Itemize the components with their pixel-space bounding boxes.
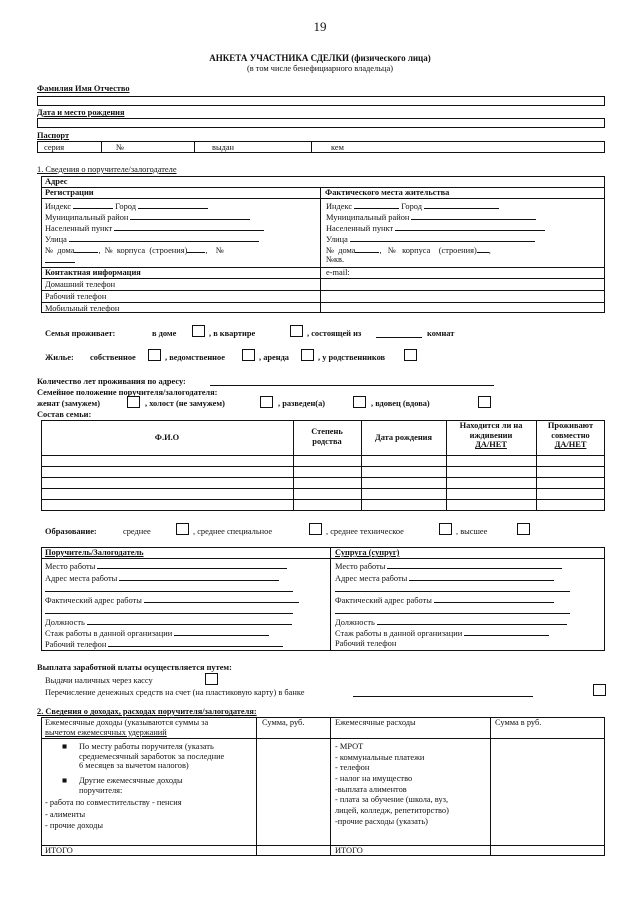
emp-tenure[interactable]: Стаж работы в данной организации — [45, 628, 269, 639]
family-flat-checkbox[interactable] — [290, 325, 303, 337]
passport-label: Паспорт — [37, 131, 70, 140]
birth-label: Дата и место рождения — [37, 108, 125, 117]
expense-sum-header: Сумма в руб. — [495, 718, 542, 727]
emp-workplace[interactable]: Место работы — [45, 561, 287, 572]
edu-secondary-checkbox[interactable] — [176, 523, 189, 535]
marital-married-checkbox[interactable] — [127, 396, 140, 408]
address-header: Адрес — [45, 177, 68, 186]
employment-right-header: Супруга (супруг) — [335, 548, 400, 557]
marital-divorced-label: , разведен(а) — [278, 399, 326, 408]
marital-single-label: , холост (не замужем) — [145, 399, 225, 408]
work-phone-label: Рабочий телефон — [45, 292, 107, 301]
income-header-line2: вычетом ежемесячных удержаний — [45, 728, 167, 737]
spouse-work-phone: Рабочий телефон — [335, 639, 397, 648]
reg-locality-row[interactable]: Населенный пункт — [45, 223, 264, 234]
fact-index-row[interactable]: Индекс Город — [326, 201, 499, 212]
mobile-phone-label: Мобильный телефон — [45, 304, 120, 313]
salary-bank-field[interactable] — [353, 696, 533, 697]
marital-widow-label: , вдовец (вдова) — [371, 399, 430, 408]
housing-label: Жилье: — [45, 353, 74, 362]
passport-by-label: кем — [331, 143, 344, 152]
edu-technical-checkbox[interactable] — [439, 523, 452, 535]
income-header-line1: Ежемесячные доходы (указываются суммы за — [45, 718, 209, 727]
housing-dept-label: , ведомственное — [165, 353, 225, 362]
fact-header: Фактического места жительства — [325, 188, 450, 197]
reg-apt-row[interactable] — [45, 255, 75, 266]
marital-widow-checkbox[interactable] — [478, 396, 491, 408]
housing-dept-checkbox[interactable] — [242, 349, 255, 361]
edu-special-label: , среднее специальное — [193, 527, 273, 536]
spouse-work-address[interactable]: Адрес места работы — [335, 573, 554, 584]
spouse-position[interactable]: Должность — [335, 617, 567, 628]
contact-header: Контактная информация — [45, 268, 141, 277]
family-col-birthdate: Дата рождения — [374, 433, 433, 442]
family-house-checkbox[interactable] — [192, 325, 205, 337]
page-title: АНКЕТА УЧАСТНИКА СДЕЛКИ (физического лица) — [209, 53, 431, 63]
bullet-icon: ■ — [62, 776, 68, 785]
housing-relatives-label: , у родственников — [318, 353, 386, 362]
employment-left-header: Поручитель/Залогодатель — [45, 548, 144, 557]
marital-label: Семейное положение поручителя/залогодателя: — [37, 388, 218, 397]
years-field[interactable] — [210, 385, 494, 386]
family-house-label: в доме — [152, 329, 177, 338]
spouse-tenure[interactable]: Стаж работы в данной организации — [335, 628, 549, 639]
income-sum-header: Сумма, руб. — [262, 718, 305, 727]
reg-district-row[interactable]: Муниципальный район — [45, 212, 250, 223]
emp-work-phone[interactable]: Рабочий телефон — [45, 639, 283, 650]
family-col-fio: Ф.И.О — [154, 433, 180, 442]
spouse-actual-address[interactable]: Фактический адрес работы — [335, 595, 554, 606]
passport-issued-label: выдан — [212, 143, 235, 152]
edu-higher-checkbox[interactable] — [517, 523, 530, 535]
edu-technical-label: , среднее техническое — [326, 527, 404, 536]
family-lives-label: Семья проживает: — [45, 329, 116, 338]
bullet-icon: ■ — [62, 742, 68, 751]
reg-index-row[interactable]: Индекс Город — [45, 201, 208, 212]
family-col-dependent: Находится ли на иждивении ДА/НЕТ — [459, 421, 523, 450]
passport-number-label: № — [116, 143, 124, 152]
reg-street-row[interactable]: Улица — [45, 234, 259, 245]
fact-apt-row[interactable]: №кв. — [326, 255, 345, 264]
page-number: 19 — [313, 19, 327, 34]
salary-cash-checkbox[interactable] — [205, 673, 218, 685]
edu-secondary-label: среднее — [123, 527, 151, 536]
housing-own-checkbox[interactable] — [148, 349, 161, 361]
section1-title: 1. Сведения о поручителе/залогодателе — [37, 165, 177, 174]
passport-series-label: серия — [44, 143, 65, 152]
emp-position[interactable]: Должность — [45, 617, 292, 628]
marital-married-label: женат (замужем) — [37, 399, 100, 408]
years-label: Количество лет проживания по адресу: — [37, 377, 186, 386]
salary-cash-label: Выдачи наличных через кассу — [45, 676, 153, 685]
fact-locality-row[interactable]: Населенный пункт — [326, 223, 545, 234]
income-main-job: По месту работы поручителя (указать среднемесячный заработок за последние 6 месяцев за вычетом налогов) — [79, 742, 225, 771]
birth-field[interactable] — [37, 118, 605, 128]
edu-special-checkbox[interactable] — [309, 523, 322, 535]
fact-district-row[interactable]: Муниципальный район — [326, 212, 536, 223]
housing-rent-label: , аренда — [259, 353, 289, 362]
emp-actual-address[interactable]: Фактический адрес работы — [45, 595, 299, 606]
marital-single-checkbox[interactable] — [260, 396, 273, 408]
rooms-field[interactable] — [376, 337, 422, 338]
family-composition-label: Состав семьи: — [37, 410, 92, 419]
fio-label: Фамилия Имя Отчество — [37, 84, 130, 93]
fact-street-row[interactable]: Улица — [326, 234, 535, 245]
rooms-unit-label: комнат — [427, 329, 455, 338]
email-label: e-mail: — [326, 268, 350, 277]
marital-divorced-checkbox[interactable] — [353, 396, 366, 408]
income-other-header: Другие ежемесячные доходы поручителя: — [79, 776, 183, 795]
expense-header: Ежемесячные расходы — [335, 718, 416, 727]
housing-rent-checkbox[interactable] — [301, 349, 314, 361]
family-col-relation: Степень родства — [311, 427, 343, 446]
family-rooms-label: , состоящей из — [307, 329, 362, 338]
fio-field[interactable] — [37, 96, 605, 106]
income-other-list: - работа по совместительству - пенсия - алименты - прочие доходы — [45, 798, 182, 831]
salary-card-label: Перечисление денежных средств на счет (на пластиковую карту) в банке — [45, 688, 305, 697]
home-phone-label: Домашний телефон — [45, 280, 116, 289]
family-flat-label: , в квартире — [209, 329, 256, 338]
family-col-cohabit: Проживают совместно ДА/НЕТ — [547, 421, 594, 450]
education-label: Образование: — [45, 527, 97, 536]
reg-header: Регистрации — [45, 188, 94, 197]
reg-house-row[interactable]: № дома , № корпуса (строения) , № — [45, 246, 224, 255]
section2-title: 2. Сведения о доходах, расходах поручителя/залогодателя: — [37, 707, 257, 716]
expense-total-label: ИТОГО — [335, 846, 363, 855]
page-subtitle: (в том числе бенефициарного владельца) — [246, 64, 394, 73]
edu-higher-label: , высшее — [456, 527, 488, 536]
salary-card-checkbox[interactable] — [593, 684, 606, 696]
spouse-workplace[interactable]: Место работы — [335, 561, 562, 572]
housing-relatives-checkbox[interactable] — [404, 349, 417, 361]
income-total-label: ИТОГО — [45, 846, 73, 855]
housing-own-label: собственное — [90, 353, 136, 362]
emp-work-address[interactable]: Адрес места работы — [45, 573, 279, 584]
fact-house-row[interactable]: № дома , № корпуса (строения) , — [326, 246, 491, 255]
expense-list: - МРОТ - коммунальные платежи - телефон - налог на имущество -выплата алиментов - плата за обучение (школа, вуз, лицей, колледж, репетиторство) -прочие расходы (указать) — [335, 742, 449, 826]
salary-label: Выплата заработной платы осуществляется путем: — [37, 663, 232, 672]
